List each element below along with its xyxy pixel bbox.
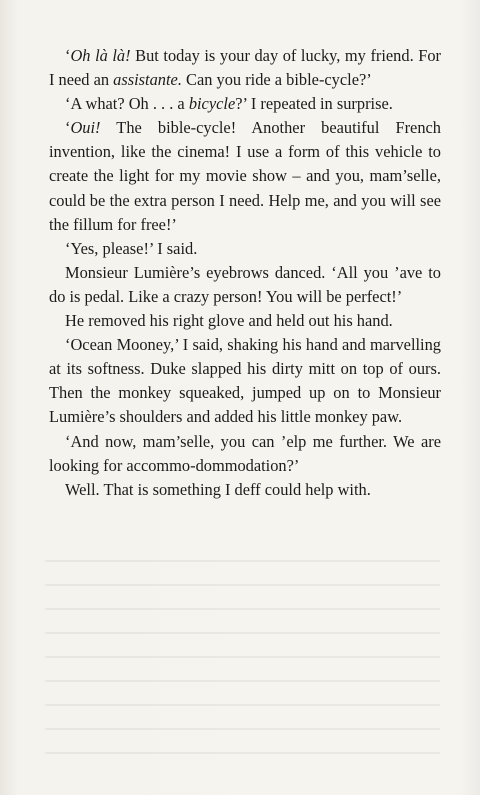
seg-2-2: bicycle (188, 94, 236, 114)
seg-9-1: Well. That is something I deff could help with. (65, 479, 371, 499)
seg-1-2: Oh là là! (70, 46, 131, 65)
seg-1-5: Can you ride a bible-cycle?’ (181, 70, 372, 90)
paragraph-6 (49, 309, 441, 333)
paragraph-4 (49, 237, 441, 261)
seg-2-3: ?’ I repeated in surprise. (235, 94, 393, 114)
paragraph-1 (49, 44, 441, 92)
seg-7-1: ‘Ocean Mooney,’ I said, shaking his hand and marvelling at its softness. Duke slapped his dirty mitt on top of ours. Then the monkey squeaked, jumped up on to Monsieur Lumière’s shoulders and added his little monkey paw. (49, 335, 441, 427)
seg-5-1: Monsieur Lumière’s eyebrows danced. ‘All you ’ave to do is pedal. Like a crazy person! You will be perfect!’ (49, 262, 441, 306)
paragraph-2 (49, 92, 441, 116)
paragraph-7 (49, 333, 441, 429)
seg-1-4: assistante. (113, 70, 182, 90)
paragraph-5 (49, 261, 441, 309)
seg-4-1: ‘Yes, please!’ I said. (65, 238, 198, 258)
seg-8-1: ‘And now, mam’selle, you can ’elp me further. We are looking for accommo-dommodation?’ (49, 431, 441, 475)
seg-3-3: The bible-cycle! Another beautiful French invention, like the cinema! I use a form of this vehicle to create the light for my movie show – and you, mam’selle, could be the extra person I need. Help me, and you will see the fillum for free!’ (49, 118, 441, 234)
paragraph-9 (49, 478, 441, 502)
seg-6-1: He removed his right glove and held out his hand. (65, 311, 393, 331)
seg-1-1: ‘ (65, 46, 71, 65)
body-text (49, 44, 441, 502)
seg-3-2: Oui! (70, 118, 101, 138)
paragraph-8 (49, 430, 441, 478)
show-through-text (45, 560, 440, 770)
paragraph-3 (49, 116, 441, 236)
seg-2-1: ‘A what? Oh . . . a (65, 94, 189, 114)
seg-1-3: But today is your day of lucky, my friend. For I need an (49, 46, 442, 90)
seg-3-1: ‘ (65, 118, 71, 138)
